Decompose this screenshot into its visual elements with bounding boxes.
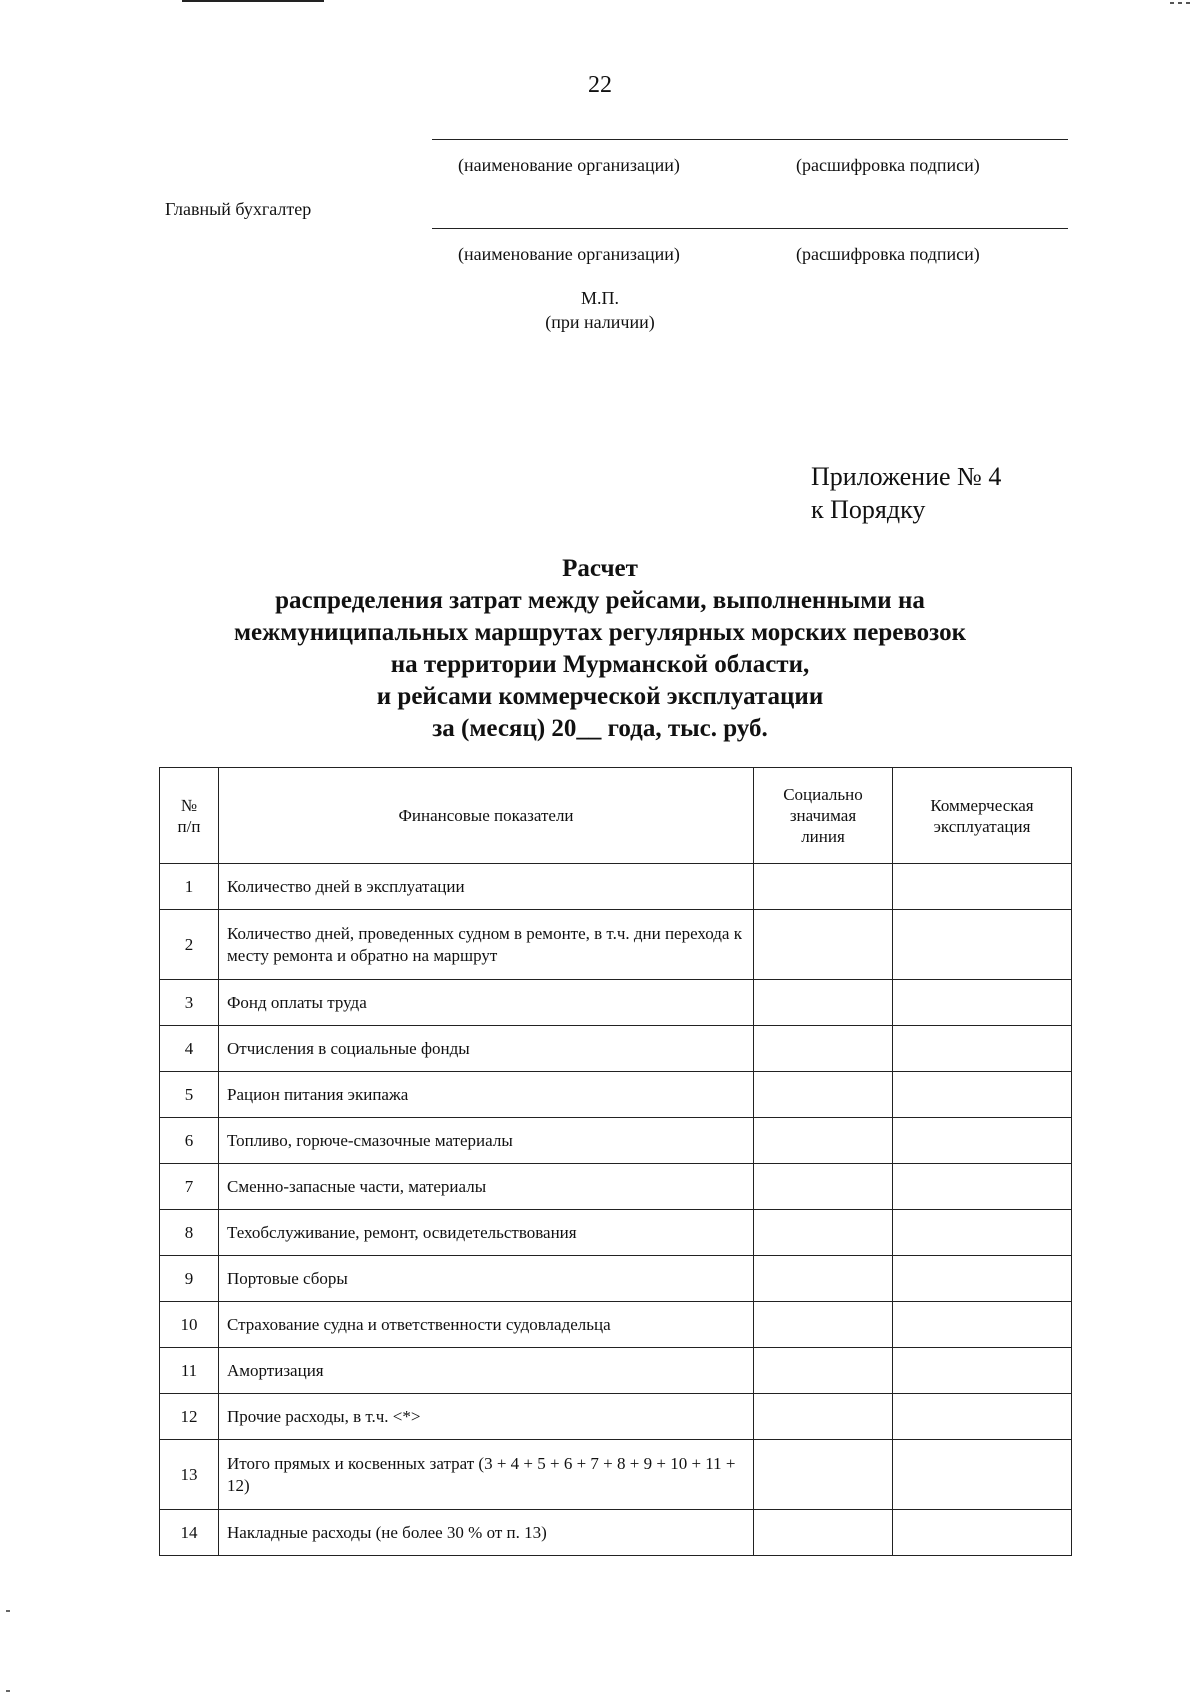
row-label: Амортизация <box>219 1348 754 1394</box>
chief-accountant-label: Главный бухгалтер <box>165 199 312 219</box>
social-value-cell[interactable] <box>754 1256 893 1302</box>
commercial-value-cell[interactable] <box>893 1072 1072 1118</box>
title-line: за (месяц) 20__ года, тыс. руб. <box>432 715 768 742</box>
row-number: 2 <box>160 910 219 980</box>
row-label: Топливо, горюче-смазочные материалы <box>219 1118 754 1164</box>
commercial-value-cell[interactable] <box>893 864 1072 910</box>
signature-line <box>432 228 1068 229</box>
table-row <box>160 1348 1072 1394</box>
commercial-value-cell[interactable] <box>893 1256 1072 1302</box>
table-row <box>160 910 1072 980</box>
row-label: Портовые сборы <box>219 1256 754 1302</box>
social-value-cell[interactable] <box>754 864 893 910</box>
signature-line <box>432 139 1068 140</box>
commercial-value-cell[interactable] <box>893 1118 1072 1164</box>
table-row <box>160 1510 1072 1556</box>
row-number: 4 <box>160 1026 219 1072</box>
row-label: Сменно-запасные части, материалы <box>219 1164 754 1210</box>
row-label: Итого прямых и косвенных затрат (3 + 4 + 5 + 6 + 7 + 8 + 9 + 10 + 11 + 12) <box>219 1440 754 1510</box>
stamp-label: М.П. <box>580 288 619 308</box>
scan-artifact-line <box>182 0 324 2</box>
commercial-value-cell[interactable] <box>893 1440 1072 1510</box>
social-value-cell[interactable] <box>754 1164 893 1210</box>
row-number: 7 <box>160 1164 219 1210</box>
row-number: 5 <box>160 1072 219 1118</box>
row-label: Техобслуживание, ремонт, освидетельствования <box>219 1210 754 1256</box>
table-row <box>160 980 1072 1026</box>
scan-edge-mark <box>6 1610 10 1612</box>
social-value-cell[interactable] <box>754 1026 893 1072</box>
title-line: Расчет <box>562 555 638 582</box>
row-number: 8 <box>160 1210 219 1256</box>
commercial-value-cell[interactable] <box>893 980 1072 1026</box>
commercial-value-cell[interactable] <box>893 1026 1072 1072</box>
commercial-value-cell[interactable] <box>893 910 1072 980</box>
social-value-cell[interactable] <box>754 980 893 1026</box>
table-row <box>160 1440 1072 1510</box>
cost-distribution-table <box>159 767 1072 1556</box>
table-header-row <box>160 768 1072 864</box>
title-line: межмуниципальных маршрутах регулярных морских перевозок <box>234 619 966 646</box>
commercial-value-cell[interactable] <box>893 1510 1072 1556</box>
scan-edge-mark <box>6 1690 10 1692</box>
social-value-cell[interactable] <box>754 1510 893 1556</box>
social-value-cell[interactable] <box>754 1348 893 1394</box>
org-name-caption: (наименование организации) <box>458 155 680 175</box>
row-label: Накладные расходы (не более 30 % от п. 13) <box>219 1510 754 1556</box>
row-number: 9 <box>160 1256 219 1302</box>
table-row <box>160 1118 1072 1164</box>
social-value-cell[interactable] <box>754 910 893 980</box>
header-indicators: Финансовые показатели <box>219 768 754 864</box>
signature-decode-caption: (расшифровка подписи) <box>796 155 980 175</box>
title-line: и рейсами коммерческой эксплуатации <box>376 683 824 710</box>
row-label: Страхование судна и ответственности судовладельца <box>219 1302 754 1348</box>
table-row <box>160 1394 1072 1440</box>
row-number: 1 <box>160 864 219 910</box>
social-value-cell[interactable] <box>754 1118 893 1164</box>
commercial-value-cell[interactable] <box>893 1348 1072 1394</box>
row-label: Количество дней в эксплуатации <box>219 864 754 910</box>
row-number: 13 <box>160 1440 219 1510</box>
row-label: Количество дней, проведенных судном в ремонте, в т.ч. дни перехода к месту ремонта и обратно на маршрут <box>219 910 754 980</box>
social-value-cell[interactable] <box>754 1394 893 1440</box>
scan-artifact-dash <box>1170 2 1192 4</box>
row-number: 11 <box>160 1348 219 1394</box>
stamp-note: (при наличии) <box>545 312 655 332</box>
row-number: 10 <box>160 1302 219 1348</box>
header-commercial: Коммерческая эксплуатация <box>893 768 1072 864</box>
social-value-cell[interactable] <box>754 1302 893 1348</box>
commercial-value-cell[interactable] <box>893 1302 1072 1348</box>
row-label: Рацион питания экипажа <box>219 1072 754 1118</box>
table-row <box>160 1256 1072 1302</box>
signature-decode-caption: (расшифровка подписи) <box>796 244 980 264</box>
row-number: 3 <box>160 980 219 1026</box>
table-row <box>160 1210 1072 1256</box>
header-num: № п/п <box>160 768 219 864</box>
page-number: 22 <box>588 72 612 98</box>
social-value-cell[interactable] <box>754 1440 893 1510</box>
appendix-line: Приложение № 4 <box>811 462 1002 491</box>
social-value-cell[interactable] <box>754 1210 893 1256</box>
title-line: распределения затрат между рейсами, выполненными на <box>275 587 925 614</box>
commercial-value-cell[interactable] <box>893 1394 1072 1440</box>
commercial-value-cell[interactable] <box>893 1210 1072 1256</box>
table-row <box>160 1072 1072 1118</box>
row-number: 12 <box>160 1394 219 1440</box>
social-value-cell[interactable] <box>754 1072 893 1118</box>
table-row <box>160 864 1072 910</box>
table-row <box>160 1026 1072 1072</box>
document-title <box>0 553 1200 745</box>
appendix-reference <box>811 460 1001 526</box>
row-number: 6 <box>160 1118 219 1164</box>
table-row <box>160 1302 1072 1348</box>
commercial-value-cell[interactable] <box>893 1164 1072 1210</box>
header-social-line: Социально значимая линия <box>754 768 893 864</box>
row-label: Отчисления в социальные фонды <box>219 1026 754 1072</box>
row-number: 14 <box>160 1510 219 1556</box>
title-line: на территории Мурманской области, <box>390 651 810 678</box>
appendix-line: к Порядку <box>811 495 926 524</box>
row-label: Фонд оплаты труда <box>219 980 754 1026</box>
table-row <box>160 1164 1072 1210</box>
row-label: Прочие расходы, в т.ч. <*> <box>219 1394 754 1440</box>
org-name-caption: (наименование организации) <box>458 244 680 264</box>
